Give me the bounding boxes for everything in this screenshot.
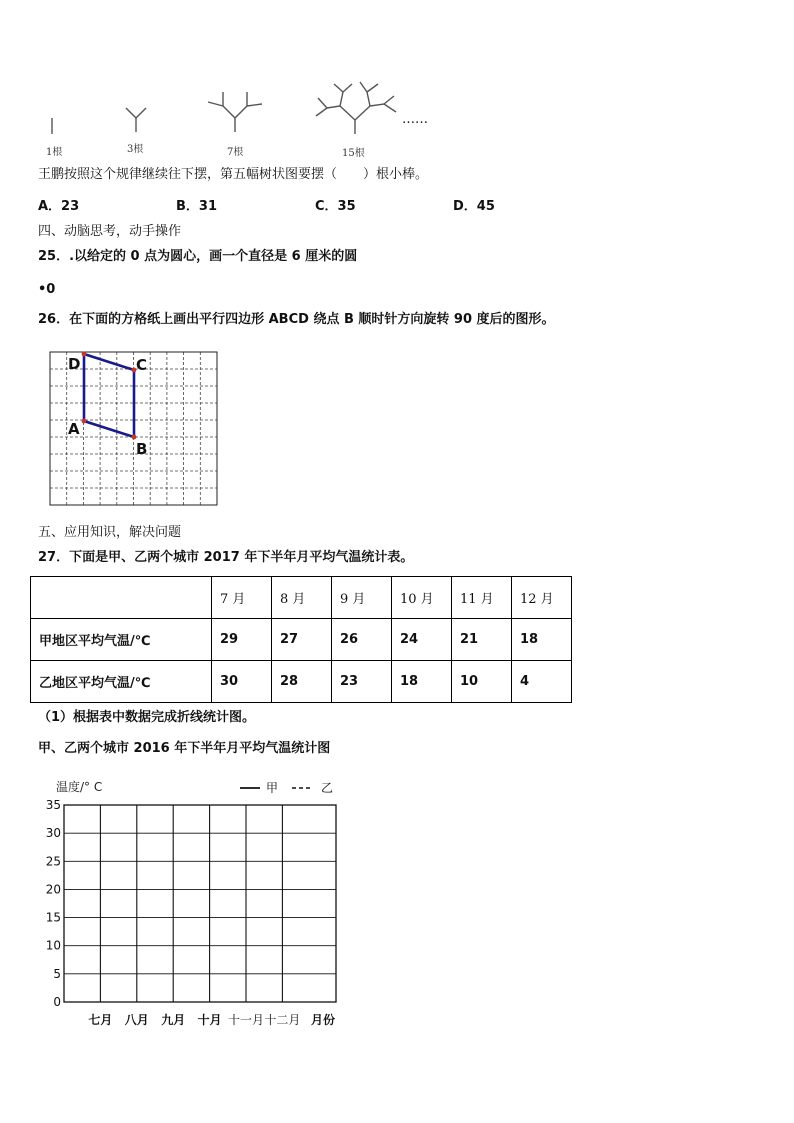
x-tick-label: 十月 [197, 1013, 222, 1027]
tree-7 [208, 92, 262, 132]
q26-grid[interactable] [48, 350, 220, 508]
table-cell: 29 [212, 619, 272, 661]
q24-option-a[interactable]: A．23 [38, 199, 80, 214]
chart-title: 甲、乙两个城市 2016 年下半年月平均气温统计图 [38, 741, 331, 756]
point-a [82, 419, 87, 424]
y-tick-label: 5 [53, 966, 61, 981]
table-cell: 26 [332, 619, 392, 661]
table-cell: 18 [512, 619, 572, 661]
section-5-title: 五、应用知识，解决问题 [38, 525, 182, 540]
tree-label-1: 1根 [46, 147, 63, 158]
table-row [31, 619, 572, 661]
y-tick-label: 10 [45, 938, 61, 953]
month-header: 11 月 [452, 577, 512, 619]
table-cell: 4 [512, 661, 572, 703]
tree-3 [126, 108, 146, 132]
q24-option-c[interactable]: C．35 [315, 199, 356, 214]
section-4-title: 四、动脑思考，动手操作 [38, 224, 182, 239]
temperature-table [30, 576, 572, 703]
table-corner-cell [31, 577, 212, 619]
label-d: D [68, 355, 81, 373]
table-cell: 18 [392, 661, 452, 703]
month-header: 10 月 [392, 577, 452, 619]
table-cell: 30 [212, 661, 272, 703]
x-tick-label: 九月 [161, 1013, 186, 1027]
point-b [132, 435, 137, 440]
label-a: A [68, 420, 80, 438]
table-header-row [31, 577, 572, 619]
y-tick-label: 25 [45, 854, 61, 869]
x-tick-label: 十一月 [227, 1013, 265, 1027]
point-d [82, 352, 87, 357]
tree-ellipsis: …… [402, 112, 428, 127]
x-tick-label: 十二月 [264, 1013, 301, 1027]
row-label: 甲地区平均气温/℃ [31, 619, 212, 661]
q27-sub1: （1）根据表中数据完成折线统计图。 [38, 710, 256, 725]
month-header: 9 月 [332, 577, 392, 619]
tree-label-7: 7根 [227, 147, 244, 158]
x-tick-label: 七月 [88, 1013, 113, 1027]
temperature-line-chart[interactable] [28, 772, 358, 1032]
table-cell: 24 [392, 619, 452, 661]
row-label: 乙地区平均气温/℃ [31, 661, 212, 703]
q25-text: 25．.以给定的 0 点为圆心，画一个直径是 6 厘米的圆 [38, 249, 358, 264]
q24-option-d[interactable]: D．45 [453, 199, 495, 214]
y-tick-label: 0 [53, 995, 61, 1009]
tree-label-15: 15根 [342, 148, 365, 159]
legend-label-jia: 甲 [266, 781, 279, 795]
chart-xlabel: 月份 [311, 1013, 336, 1027]
month-header: 7 月 [212, 577, 272, 619]
q24-question: 王鹏按照这个规律继续往下摆，第五幅树状图要摆（ ）根小棒。 [38, 167, 429, 182]
label-c: C [136, 356, 148, 374]
chart-legend [240, 781, 333, 795]
q25-center-point[interactable]: •0 [38, 282, 56, 297]
table-row [31, 661, 572, 703]
q26-text: 26．在下面的方格纸上画出平行四边形 ABCD 绕点 B 顺时针方向旋转 90 度后的图形。 [38, 312, 555, 327]
table-cell: 21 [452, 619, 512, 661]
label-b: B [136, 440, 148, 458]
month-header: 8 月 [272, 577, 332, 619]
table-cell: 28 [272, 661, 332, 703]
chart-ylabel: 温度/° C [56, 780, 103, 794]
table-cell: 10 [452, 661, 512, 703]
y-tick-label: 30 [45, 826, 61, 841]
y-tick-label: 35 [45, 798, 61, 812]
y-tick-label: 15 [45, 910, 61, 925]
tree-label-3: 3根 [127, 144, 144, 155]
y-tick-label: 20 [45, 882, 61, 897]
x-tick-label: 八月 [124, 1013, 149, 1027]
table-cell: 27 [272, 619, 332, 661]
q27-text: 27．下面是甲、乙两个城市 2017 年下半年月平均气温统计表。 [38, 550, 414, 565]
parallelogram-abcd [84, 354, 134, 437]
table-cell: 23 [332, 661, 392, 703]
q24-option-b[interactable]: B．31 [176, 199, 217, 214]
chart-frame [64, 805, 336, 1002]
tree-15 [316, 82, 396, 134]
legend-label-yi: 乙 [321, 781, 334, 795]
month-header: 12 月 [512, 577, 572, 619]
